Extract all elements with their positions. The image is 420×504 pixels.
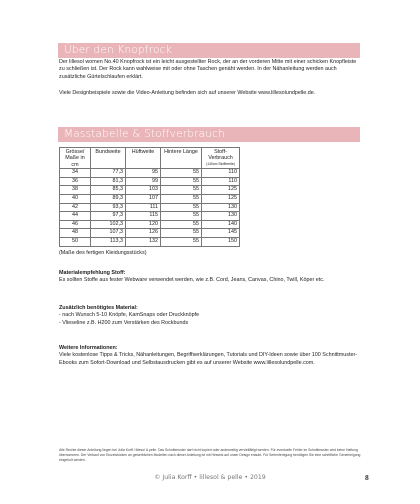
table-cell: 55 xyxy=(161,237,202,246)
table-cell: 125 xyxy=(202,195,240,204)
materials-text: Es sollten Stoffe aus fester Webware verwendet werden, wie z.B. Cord, Jeans, Canvas, Chino, Twill, Köper etc. xyxy=(59,277,325,284)
table-cell: 107 xyxy=(126,195,161,204)
table-cell: 126 xyxy=(126,229,161,238)
table-cell: 120 xyxy=(126,220,161,229)
table-cell: 38 xyxy=(60,186,91,195)
header-fabric-sub: (140cm Stoffbreite) xyxy=(206,161,235,166)
header-fabric xyxy=(202,148,240,169)
table-row xyxy=(60,212,240,221)
table-cell: 89,3 xyxy=(91,195,126,204)
header-size: Grösse/ Maße in cm xyxy=(60,148,91,169)
table-cell: 42 xyxy=(60,203,91,212)
page-footer: © Julia Korff • lillesol & pelle • 2019 xyxy=(154,474,266,481)
table-cell: 132 xyxy=(126,237,161,246)
table-cell: 93,3 xyxy=(91,203,126,212)
table-header-row xyxy=(60,148,240,169)
table-row xyxy=(60,169,240,178)
website-text: Viele Designbeispiele sowie die Video-Anleitung befinden sich auf unserer Website www.lillesolundpelle.de. xyxy=(59,90,316,96)
table-cell: 103 xyxy=(126,186,161,195)
table-cell: 55 xyxy=(161,212,202,221)
header-back-length: Hintere Länge xyxy=(161,148,202,169)
table-row xyxy=(60,237,240,246)
table-row xyxy=(60,229,240,238)
extras-item: - nach Wunsch 5-10 Knöpfe, KamSnaps oder Druckknöpfe xyxy=(59,312,200,319)
table-row xyxy=(60,220,240,229)
table-cell: 110 xyxy=(202,177,240,186)
table-row xyxy=(60,186,240,195)
materials-section xyxy=(59,270,359,285)
table-note: (Maße des fertigen Kleidungsstücks) xyxy=(59,250,147,256)
table-cell: 110 xyxy=(202,169,240,178)
table-cell: 55 xyxy=(161,229,202,238)
table-cell: 95 xyxy=(126,169,161,178)
table-cell: 102,3 xyxy=(91,220,126,229)
table-cell: 55 xyxy=(161,203,202,212)
extras-heading: Zusätzlich benötigtes Material: xyxy=(59,305,138,311)
info-heading: Weitere Informationen: xyxy=(59,345,118,351)
section-heading-measurements: Masstabelle & Stoffverbrauch xyxy=(58,127,360,142)
extras-section xyxy=(59,305,359,327)
table-cell: 46 xyxy=(60,220,91,229)
table-cell: 36 xyxy=(60,177,91,186)
website-paragraph xyxy=(59,90,359,97)
table-cell: 55 xyxy=(161,220,202,229)
table-cell: 55 xyxy=(161,195,202,204)
table-cell: 125 xyxy=(202,186,240,195)
table-cell: 55 xyxy=(161,169,202,178)
page-number: 8 xyxy=(365,473,369,482)
table-cell: 44 xyxy=(60,212,91,221)
extras-item: - Vlieseline z.B. H200 zum Verstärken des Rockbunds xyxy=(59,319,189,326)
table-cell: 34 xyxy=(60,169,91,178)
table-cell: 55 xyxy=(161,186,202,195)
table-cell: 77,3 xyxy=(91,169,126,178)
size-table xyxy=(59,147,240,247)
header-hip: Hüftweite xyxy=(126,148,161,169)
table-cell: 107,3 xyxy=(91,229,126,238)
section-heading-about: Über den Knopfrock xyxy=(58,43,360,58)
table-row xyxy=(60,203,240,212)
copyright-footnote: Alle Rechte dieser Anleitung liegen bei Julia Korff / lillesol & pelle. Das Schnittmuster darf nicht kopiert oder anderweitig vervielfältigt werden. Für eventuelle Fehler im Schnittmuster wird keine Haftung übernommen. Der Verkauf von Einzelstücken an gewerblichen Modellen nach dieser Anleitung ist mit Hinweis auf unser Design erlaubt. Für Serienfertigung benötigen Sie eine schriftliche Genehmigung eingeholt werden. xyxy=(59,448,361,462)
table-row xyxy=(60,177,240,186)
table-cell: 140 xyxy=(202,220,240,229)
header-fabric-label: Stoff-Verbrauch xyxy=(208,149,233,162)
table-cell: 50 xyxy=(60,237,91,246)
table-cell: 130 xyxy=(202,203,240,212)
table-cell: 97,3 xyxy=(91,212,126,221)
table-cell: 150 xyxy=(202,237,240,246)
table-cell: 81,3 xyxy=(91,177,126,186)
table-cell: 130 xyxy=(202,212,240,221)
table-cell: 40 xyxy=(60,195,91,204)
table-cell: 99 xyxy=(126,177,161,186)
table-row xyxy=(60,195,240,204)
info-text: Viele kostenlose Tipps & Tricks, Nähanleitungen, Begriffserklärungen, Tutorials und DIY-Ideen sowie über 100 Schnittmuster-Ebooks zum Sofort-Download und Selbstausdrucken gibt es auf unserer Website www.lillesolundpelle.com. xyxy=(59,352,358,366)
intro-text: Der lillesol women No.40 Knopfrock ist ein leicht ausgestellter Rock, der an der vorderen Mitte mit einer schicken Knopfleiste zu schließen ist. Der Rock kann wahlweise mit oder ohne Taschen genäht werden. In der Nähanleitung werden auch zusätzliche Gürtelschlaufen erklärt. xyxy=(59,59,357,80)
table-cell: 145 xyxy=(202,229,240,238)
table-cell: 48 xyxy=(60,229,91,238)
table-cell: 115 xyxy=(126,212,161,221)
materials-heading: Materialempfehlung Stoff: xyxy=(59,270,126,276)
header-waist: Bundweite xyxy=(91,148,126,169)
table-cell: 111 xyxy=(126,203,161,212)
info-section xyxy=(59,345,359,367)
intro-paragraph xyxy=(59,59,359,81)
table-cell: 113,3 xyxy=(91,237,126,246)
table-cell: 85,3 xyxy=(91,186,126,195)
table-cell: 55 xyxy=(161,177,202,186)
